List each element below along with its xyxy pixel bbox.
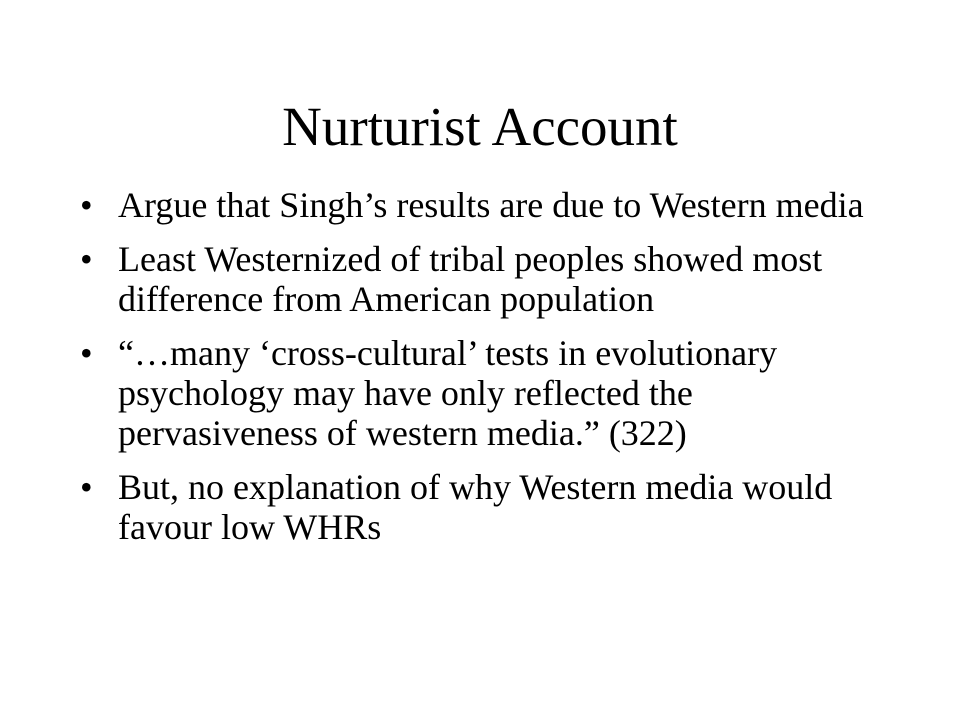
bullet-item xyxy=(80,467,880,547)
bullet-text: “…many ‘cross-cultural’ tests in evolutionary psychology may have only reflected the pervasiveness of western media.” (322) xyxy=(118,333,778,453)
slide-title: Nurturist Account xyxy=(282,96,678,157)
bullet-item xyxy=(80,185,880,225)
bullet-text: But, no explanation of why Western media would favour low WHRs xyxy=(118,467,833,547)
bullet-icon: • xyxy=(80,467,93,507)
bullet-text: Least Westernized of tribal peoples showed most difference from American population xyxy=(118,239,823,319)
bullet-item xyxy=(80,239,880,319)
bullet-item xyxy=(80,333,880,453)
bullet-icon: • xyxy=(80,185,93,225)
bullet-icon: • xyxy=(80,333,93,373)
bullet-text: Argue that Singh’s results are due to Western media xyxy=(118,185,864,225)
bullet-list xyxy=(80,185,880,561)
bullet-icon: • xyxy=(80,239,93,279)
